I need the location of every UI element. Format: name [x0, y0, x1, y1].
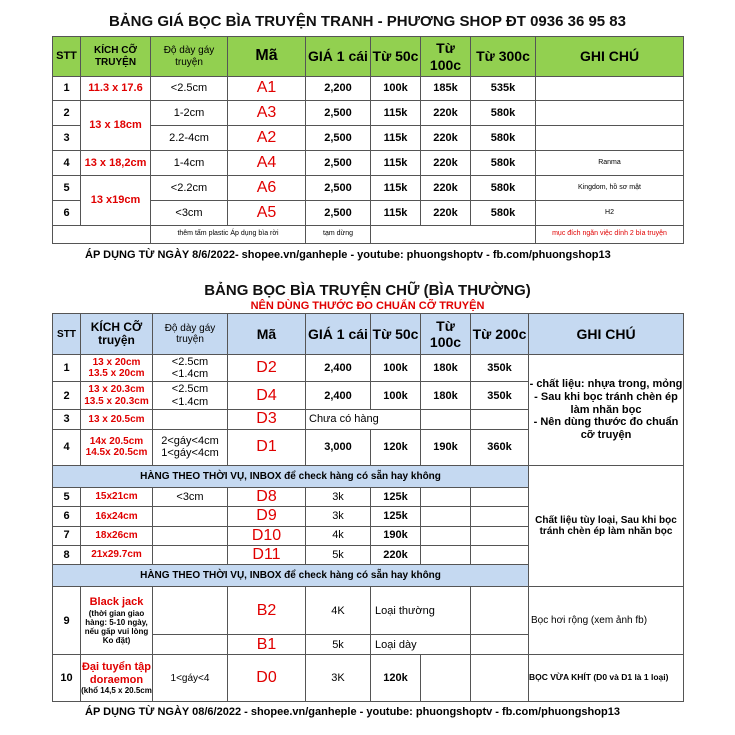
price-300: 580k [471, 176, 536, 201]
price: 3k [306, 487, 371, 506]
blank [471, 526, 529, 545]
header-stt: STT [53, 37, 81, 77]
blank [471, 545, 529, 564]
code: B1 [228, 635, 306, 655]
blank [421, 410, 471, 429]
header-note: GHI CHÚ [529, 314, 684, 355]
header-code: Mã [228, 314, 306, 355]
blank [471, 487, 529, 506]
price-300: 580k [471, 126, 536, 151]
note: BỌC VỪA KHÍT (D0 và D1 là 1 loại) [529, 655, 684, 702]
price-50: 100k [371, 382, 421, 410]
size: 15x21cm [81, 487, 153, 506]
footer-note: mục đích ngăn việc dính 2 bìa truyện [536, 226, 684, 244]
price-100: 220k [421, 201, 471, 226]
code: D0 [228, 655, 306, 702]
status: Chưa có hàng [306, 410, 421, 429]
note: Kingdom, hồ sơ mật [536, 176, 684, 201]
header-price: GIÁ 1 cái [306, 314, 371, 355]
page-title: BẢNG GIÁ BỌC BÌA TRUYỆN TRANH - PHƯƠNG SHOP ĐT 0936 36 95 83 [108, 13, 626, 30]
code: D1 [228, 429, 306, 465]
stt: 1 [53, 77, 81, 101]
price-50: 120k [371, 429, 421, 465]
table2-title: BẢNG BỌC BÌA TRUYỆN CHỮ (BÌA THƯỜNG) [204, 282, 531, 300]
blank [421, 507, 471, 526]
stt: 6 [53, 201, 81, 226]
stt: 5 [53, 487, 81, 506]
code: D9 [228, 507, 306, 526]
price-50: 125k [371, 487, 421, 506]
seasonal-notice: HÀNG THEO THỜI VỤ, INBOX để check hàng có sẵn hay không [53, 465, 529, 487]
stt: 5 [53, 176, 81, 201]
header-200: Từ 200c [471, 314, 529, 355]
code: D3 [228, 410, 306, 429]
stt: 1 [53, 355, 81, 382]
price-200: 360k [471, 429, 529, 465]
price-50: 115k [371, 126, 421, 151]
price: 2,400 [306, 355, 371, 382]
price-50: 100k [371, 77, 421, 101]
price: 2,400 [306, 382, 371, 410]
blank [421, 655, 471, 702]
thickness: 1-4cm [151, 151, 228, 176]
code: A3 [228, 101, 306, 126]
blank [371, 226, 536, 244]
header-50: Từ 50c [371, 314, 421, 355]
price: 2,500 [306, 151, 371, 176]
header-price: GIÁ 1 cái [306, 37, 371, 77]
price-50: 115k [371, 176, 421, 201]
table-row [53, 77, 684, 101]
price-300: 580k [471, 151, 536, 176]
price: 4k [306, 526, 371, 545]
table-row [53, 176, 684, 201]
price-100: 220k [421, 176, 471, 201]
size: 13 x 20cm [92, 356, 141, 368]
blank [471, 635, 529, 655]
size: 16x24cm [81, 507, 153, 526]
note: - chất liệu: nhựa trong, mỏng - Sau khi bọc tránh chèn ép làm nhăn bọc - Nên dùng thước đo chuẩn cỡ truyện [529, 355, 684, 465]
price-100: 180k [421, 382, 471, 410]
code: A4 [228, 151, 306, 176]
price-200: 350k [471, 355, 529, 382]
thickness: <2.5cm [171, 355, 209, 368]
note: Chất liệu tùy loại, Sau khi bọc tránh chèn ép làm nhăn bọc [529, 465, 684, 587]
size: 14.5x 20.5cm [85, 447, 148, 459]
apply-notice-1: ÁP DỤNG TỪ NGÀY 8/6/2022- shopee.vn/ganheple - youtube: phuongshoptv - fb.com/phuongshop13 [85, 249, 611, 261]
novel-price-table [52, 313, 684, 702]
thickness: 1<gáy<4 [153, 655, 228, 702]
thickness: <2.5cm [171, 383, 209, 396]
stt: 3 [53, 410, 81, 429]
note: Ranma [536, 151, 684, 176]
stt: 6 [53, 507, 81, 526]
price-50: 190k [371, 526, 421, 545]
header-note: GHI CHÚ [536, 37, 684, 77]
thickness [153, 587, 228, 635]
stt: 2 [53, 101, 81, 126]
header-100: Từ 100c [421, 314, 471, 355]
table2-subtitle: NÊN DÙNG THƯỚC ĐO CHUẨN CỠ TRUYỆN [250, 300, 485, 313]
code: A2 [228, 126, 306, 151]
price: 2,500 [306, 126, 371, 151]
comic-price-table [52, 36, 684, 244]
size: 13.5 x 20.3cm [84, 395, 149, 407]
thickness [153, 635, 228, 655]
stt: 3 [53, 126, 81, 151]
thickness: <3cm [153, 487, 228, 506]
header-50: Từ 50c [371, 37, 421, 77]
section-band [53, 465, 684, 487]
thickness: 2.2-4cm [151, 126, 228, 151]
price-100: 220k [421, 101, 471, 126]
blank [53, 226, 151, 244]
price: 5k [306, 635, 371, 655]
price-50: 220k [371, 545, 421, 564]
price-100: 220k [421, 151, 471, 176]
header-thickness: Độ dày gáy truyện [151, 37, 228, 77]
price-100: 220k [421, 126, 471, 151]
type: Loại thường [371, 587, 471, 635]
header-size: KÍCH CỠ TRUYỆN [81, 37, 151, 77]
code: D2 [228, 355, 306, 382]
footer-price-note: tạm dừng [306, 226, 371, 244]
thickness: <1.4cm [171, 395, 209, 408]
price-50: 120k [371, 655, 421, 702]
size: 13 x19cm [81, 176, 151, 226]
note [536, 101, 684, 126]
price-50: 115k [371, 101, 421, 126]
thickness [153, 545, 228, 564]
product-title: Black jack [89, 596, 144, 609]
price: 3K [306, 655, 371, 702]
thickness: <2.2cm [151, 176, 228, 201]
size: 21x29.7cm [81, 545, 153, 564]
price: 5k [306, 545, 371, 564]
code: A5 [228, 201, 306, 226]
header-300: Từ 300c [471, 37, 536, 77]
thickness: <2.5cm [151, 77, 228, 101]
code: D11 [228, 545, 306, 564]
blank [421, 545, 471, 564]
thickness: <3cm [151, 201, 228, 226]
size: 13 x 20.3cm [88, 384, 145, 396]
price: 2,500 [306, 201, 371, 226]
price-50: 115k [371, 201, 421, 226]
header-stt: STT [53, 314, 81, 355]
size: 14x 20.5cm [89, 435, 144, 447]
size: 13 x 18,2cm [81, 151, 151, 176]
stt: 2 [53, 382, 81, 410]
product-title: Đại tuyển tập doraemon [81, 661, 152, 686]
blank [421, 526, 471, 545]
table-row [53, 151, 684, 176]
thickness: 1-2cm [151, 101, 228, 126]
stt: 7 [53, 526, 81, 545]
thickness [153, 507, 228, 526]
thickness: 2<gáy<4cm [161, 434, 219, 447]
size: 11.3 x 17.6 [81, 77, 151, 101]
header-thickness: Độ dày gáy truyện [153, 314, 228, 355]
blank [421, 487, 471, 506]
price-300: 580k [471, 201, 536, 226]
blank [471, 507, 529, 526]
stt: 8 [53, 545, 81, 564]
header-size: KÍCH CỠ truyện [81, 314, 153, 355]
size: 13.5 x 20cm [88, 368, 145, 380]
product-desc: (thời gian giao hàng: 5-10 ngày, nếu gấp vui lòng Ko đặt) [84, 608, 149, 646]
note: Bọc hơi rộng (xem ảnh fb) [529, 587, 684, 655]
code: A6 [228, 176, 306, 201]
price: 2,200 [306, 77, 371, 101]
seasonal-notice: HÀNG THEO THỜI VỤ, INBOX để check hàng có sẵn hay không [53, 565, 529, 587]
size: 13 x 18cm [81, 101, 151, 151]
thickness: <1.4cm [171, 368, 209, 381]
thickness [153, 410, 228, 429]
thickness: 1<gáy<4cm [161, 447, 219, 460]
type: Loại dày [371, 635, 471, 655]
price: 3k [306, 507, 371, 526]
apply-notice-2: ÁP DỤNG TỪ NGÀY 08/6/2022 - shopee.vn/ganheple - youtube: phuongshoptv - fb.com/phuongshop13 [85, 706, 620, 719]
price-50: 115k [371, 151, 421, 176]
table-footer-row [53, 226, 684, 244]
table-row [53, 355, 684, 382]
stt: 4 [53, 429, 81, 465]
price-300: 580k [471, 101, 536, 126]
code: A1 [228, 77, 306, 101]
stt: 10 [53, 655, 81, 702]
code: D4 [228, 382, 306, 410]
note: H2 [536, 201, 684, 226]
table-row [53, 655, 684, 702]
table-row [53, 101, 684, 126]
blank [471, 587, 529, 635]
header-code: Mã [228, 37, 306, 77]
blank [471, 410, 529, 429]
table-header [53, 37, 684, 77]
table-row [53, 587, 684, 635]
code: D8 [228, 487, 306, 506]
code: B2 [228, 587, 306, 635]
size: 18x26cm [81, 526, 153, 545]
price: 3,000 [306, 429, 371, 465]
table-header [53, 314, 684, 355]
header-100: Từ 100c [421, 37, 471, 77]
footer-thickness-note: thêm tấm plastic Áp dụng bìa rời [151, 226, 306, 244]
price: 2,500 [306, 101, 371, 126]
price: 2,500 [306, 176, 371, 201]
price-100: 185k [421, 77, 471, 101]
thickness [153, 526, 228, 545]
price-100: 190k [421, 429, 471, 465]
stt: 9 [53, 587, 81, 655]
price-200: 350k [471, 382, 529, 410]
stt: 4 [53, 151, 81, 176]
price-300: 535k [471, 77, 536, 101]
price-100: 180k [421, 355, 471, 382]
price: 4K [306, 587, 371, 635]
note [536, 77, 684, 101]
price-50: 125k [371, 507, 421, 526]
size: 13 x 20.5cm [81, 410, 153, 429]
blank [471, 655, 529, 702]
code: D10 [228, 526, 306, 545]
price-50: 100k [371, 355, 421, 382]
note [536, 126, 684, 151]
product-desc: (khổ 14,5 x 20.5cm [81, 686, 152, 696]
